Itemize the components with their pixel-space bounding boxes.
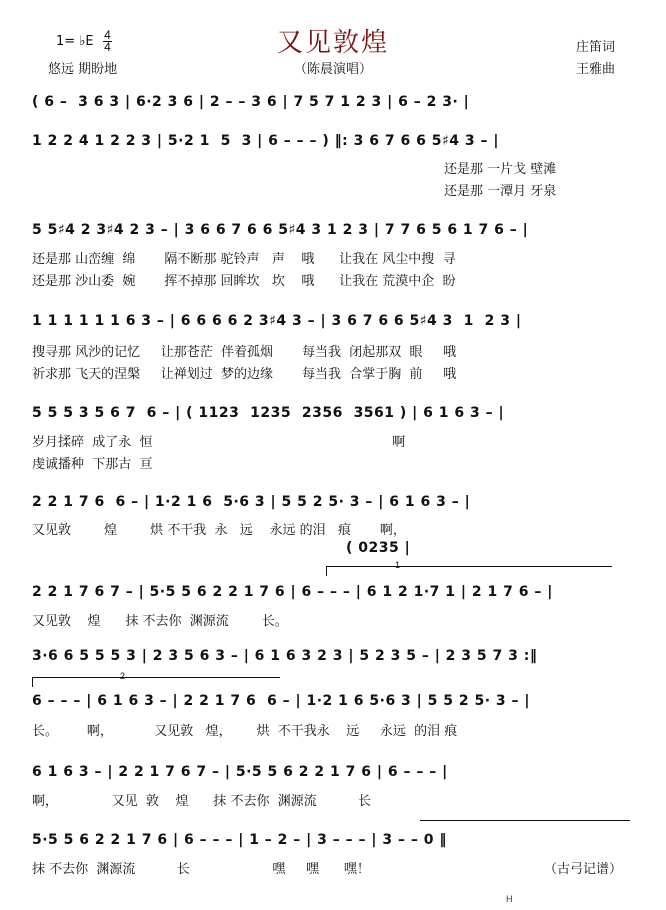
lyric-line-2-verse-2: 还是那 一潭月 牙泉 — [444, 184, 557, 199]
lyric-line-11: 抹 不去你 渊源流 长 嘿 嘿 嘿！ — [32, 862, 370, 877]
composer-credit: 王雅曲 — [576, 62, 616, 77]
score-line-6: 2 2 1 7 6 6 – | 1·2 1 6 5·6 3 | 5 5 2 5· 3 – | 6 1 6 3 – | — [32, 494, 471, 510]
footer-mark: H — [506, 894, 513, 904]
score-line-9: 6 – – – | 6 1 6 3 – | 2 2 1 7 6 6 – | 1·2 1 6 5·6 3 | 5 5 2 5· 3 – | — [32, 693, 531, 709]
score-line-3: 5 5♯4 2 3♯4 2 3 – | 3 6 6 7 6 6 5♯4 3 1 2 3 | 7 7 6 5 6 1 7 6 – | — [32, 222, 529, 238]
tempo-mood: 悠远 期盼地 — [48, 62, 118, 77]
ending-bracket — [420, 820, 630, 821]
lyric-line-2-verse-1: 还是那 一片戈 壁滩 — [444, 162, 557, 177]
lyricist-credit: 庄笛词 — [576, 40, 616, 55]
lyric-line-3-verse-2: 还是那 沙山委 婉 挥不掉那 回眸坎 坎 哦 让我在 荒漠中企 盼 — [32, 274, 456, 289]
volta-2-label: 2 — [120, 671, 126, 681]
lyric-line-4-verse-2: 祈求那 飞天的涅槃 让禅划过 梦的边缘 每当我 合掌于胸 前 哦 — [32, 367, 457, 382]
singer-credit: （陈晨演唱） — [293, 62, 372, 77]
volta-1-bracket — [326, 566, 612, 567]
score-line-1: ( 6 – 3 6 3 | 6·2 3 6 | 2 – – 3 6 | 7 5 7 1 2 3 | 6 – 2 3· | — [32, 94, 470, 110]
volta-1-start — [326, 566, 327, 576]
transcriber-credit: （古弓记谱） — [544, 862, 623, 877]
time-signature-top: 4 — [104, 28, 111, 42]
lyric-line-7: 又见敦 煌 抹 不去你 渊源流 长。 — [32, 614, 288, 629]
song-title: 又见敦煌 — [276, 28, 389, 58]
lyric-line-10: 啊， 又见 敦 煌 抹 不去你 渊源流 长 — [32, 794, 372, 809]
lyric-line-4-verse-1: 搜寻那 风沙的记忆 让那苍茫 伴着孤烟 每当我 闭起那双 眼 哦 — [32, 345, 457, 360]
volta-1-label: 1 — [395, 560, 401, 570]
score-line-8: 3·6 6 5 5 5 3 | 2 3 5 6 3 – | 6 1 6 3 2 3 | 5 2 3 5 – | 2 3 5 7 3 :‖ — [32, 648, 538, 664]
key-signature: 1= ♭E — [56, 34, 94, 49]
pickup-notes: ( 0235 | — [346, 540, 411, 556]
score-line-10: 6 1 6 3 – | 2 2 1 7 6 7 – | 5·5 5 6 2 2 1 7 6 | 6 – – – | — [32, 764, 448, 780]
score-line-2: 1 2 2 4 1 2 2 3 | 5·2 1 5 3 | 6 – – – ) ‖: 3 6 7 6 6 5♯4 3 – | — [32, 133, 499, 149]
score-line-11: 5·5 5 6 2 2 1 7 6 | 6 – – – | 1 – 2 – | 3 – – – | 3 – – 0 ‖ — [32, 832, 447, 848]
volta-2-start — [32, 677, 33, 687]
lyric-line-9: 长。 啊， 又见敦 煌， 烘 不干我永 远 永远 的泪 痕 — [32, 724, 458, 739]
lyric-line-5-verse-2: 虔诚播种 下那古 亘 — [32, 457, 153, 472]
lyric-line-3-verse-1: 还是那 山峦缠 绵 隔不断那 驼铃声 声 哦 让我在 风尘中搜 寻 — [32, 252, 456, 267]
score-line-5: 5 5 5 3 5 6 7 6 – | ( 1123 1235 2356 3561 ) | 6 1 6 3 – | — [32, 405, 505, 421]
volta-2-bracket — [32, 677, 280, 678]
lyric-line-5-verse-1: 岁月揉碎 成了永 恒 啊 — [32, 435, 406, 450]
lyric-line-6: 又见敦 煌 烘 不干我 永 远 永远 的泪 痕 啊， — [32, 523, 406, 538]
time-signature-bottom: 4 — [104, 40, 111, 54]
score-line-4: 1 1 1 1 1 1 6 3 – | 6 6 6 6 2 3♯4 3 – | 3 6 7 6 6 5♯4 3 1 2 3 | — [32, 313, 522, 329]
score-line-7: 2 2 1 7 6 7 – | 5·5 5 6 2 2 1 7 6 | 6 – – – | 6 1 2 1·7 1 | 2 1 7 6 – | — [32, 584, 553, 600]
